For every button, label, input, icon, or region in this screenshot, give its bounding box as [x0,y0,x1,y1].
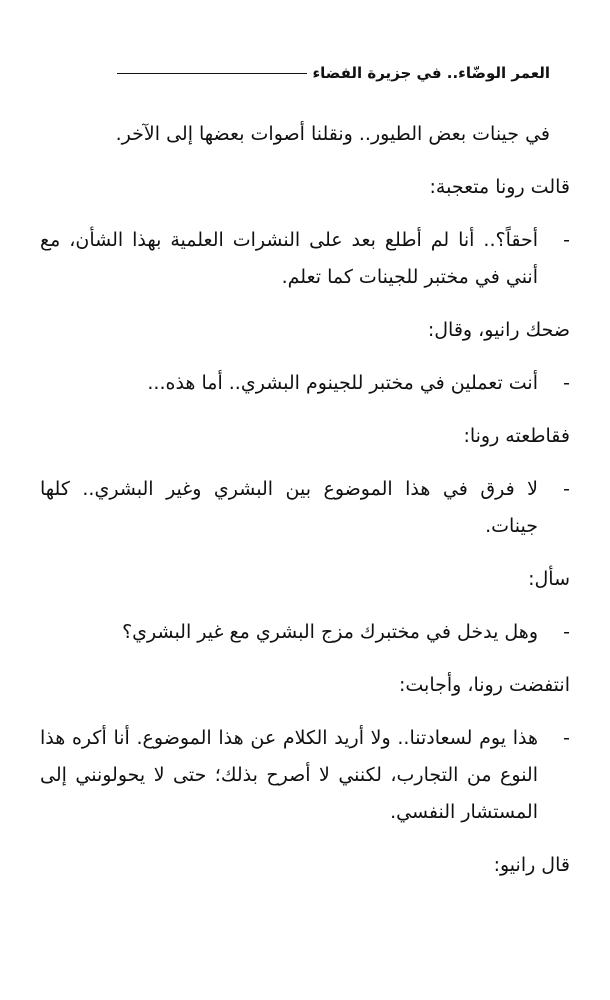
paragraph-text: فقاطعته رونا: [463,425,570,447]
dialogue-dash: - [563,727,570,749]
paragraph-text: ضحك رانيو، وقال: [427,319,570,341]
paragraph-text: سأل: [528,568,570,590]
dialogue-dash: - [563,478,570,500]
dialogue-line [40,222,570,296]
dialogue-dash: - [563,621,570,643]
paragraph-text: في جينات بعض الطيور.. ونقلنا أصوات بعضها إلى الآخر. [115,123,550,145]
dialogue-line [40,614,570,651]
paragraph [40,667,570,704]
header-rule [117,73,307,74]
dialogue-text: هذا يوم لسعادتنا.. ولا أريد الكلام عن هذا الموضوع. أنا أكره هذا النوع من التجارب، لكنني لا أصرح بذلك؛ حتى لا يحولونني إلى المستشار النفسي. [40,727,538,823]
dialogue-text: لا فرق في هذا الموضوع بين البشري وغير البشري.. كلها جينات. [40,478,538,537]
paragraph [40,847,570,884]
paragraph [40,418,570,455]
dialogue-line [40,365,570,402]
paragraph-text: قالت رونا متعجبة: [429,176,570,198]
dialogue-text: وهل يدخل في مختبرك مزج البشري مع غير البشري؟ [122,621,538,643]
paragraph [40,561,570,598]
dialogue-line [40,471,570,545]
paragraph [40,116,570,153]
paragraph [40,312,570,349]
dialogue-text: أنت تعملين في مختبر للجينوم البشري.. أما هذه... [147,372,538,394]
dialogue-dash: - [563,229,570,251]
paragraph [40,169,570,206]
running-title: العمر الوضّاء.. في جزيرة الفضاء [312,64,550,82]
paragraph-text: انتفضت رونا، وأجابت: [398,674,570,696]
dialogue-dash: - [563,372,570,394]
paragraph-text: قال رانيو: [493,854,570,876]
dialogue-line [40,720,570,831]
dialogue-text: أحقاً؟.. أنا لم أطلع بعد على النشرات العلمية بهذا الشأن، مع أنني في مختبر للجينات كما تعلم. [40,229,538,288]
running-header [60,62,550,84]
body-text [40,116,570,900]
